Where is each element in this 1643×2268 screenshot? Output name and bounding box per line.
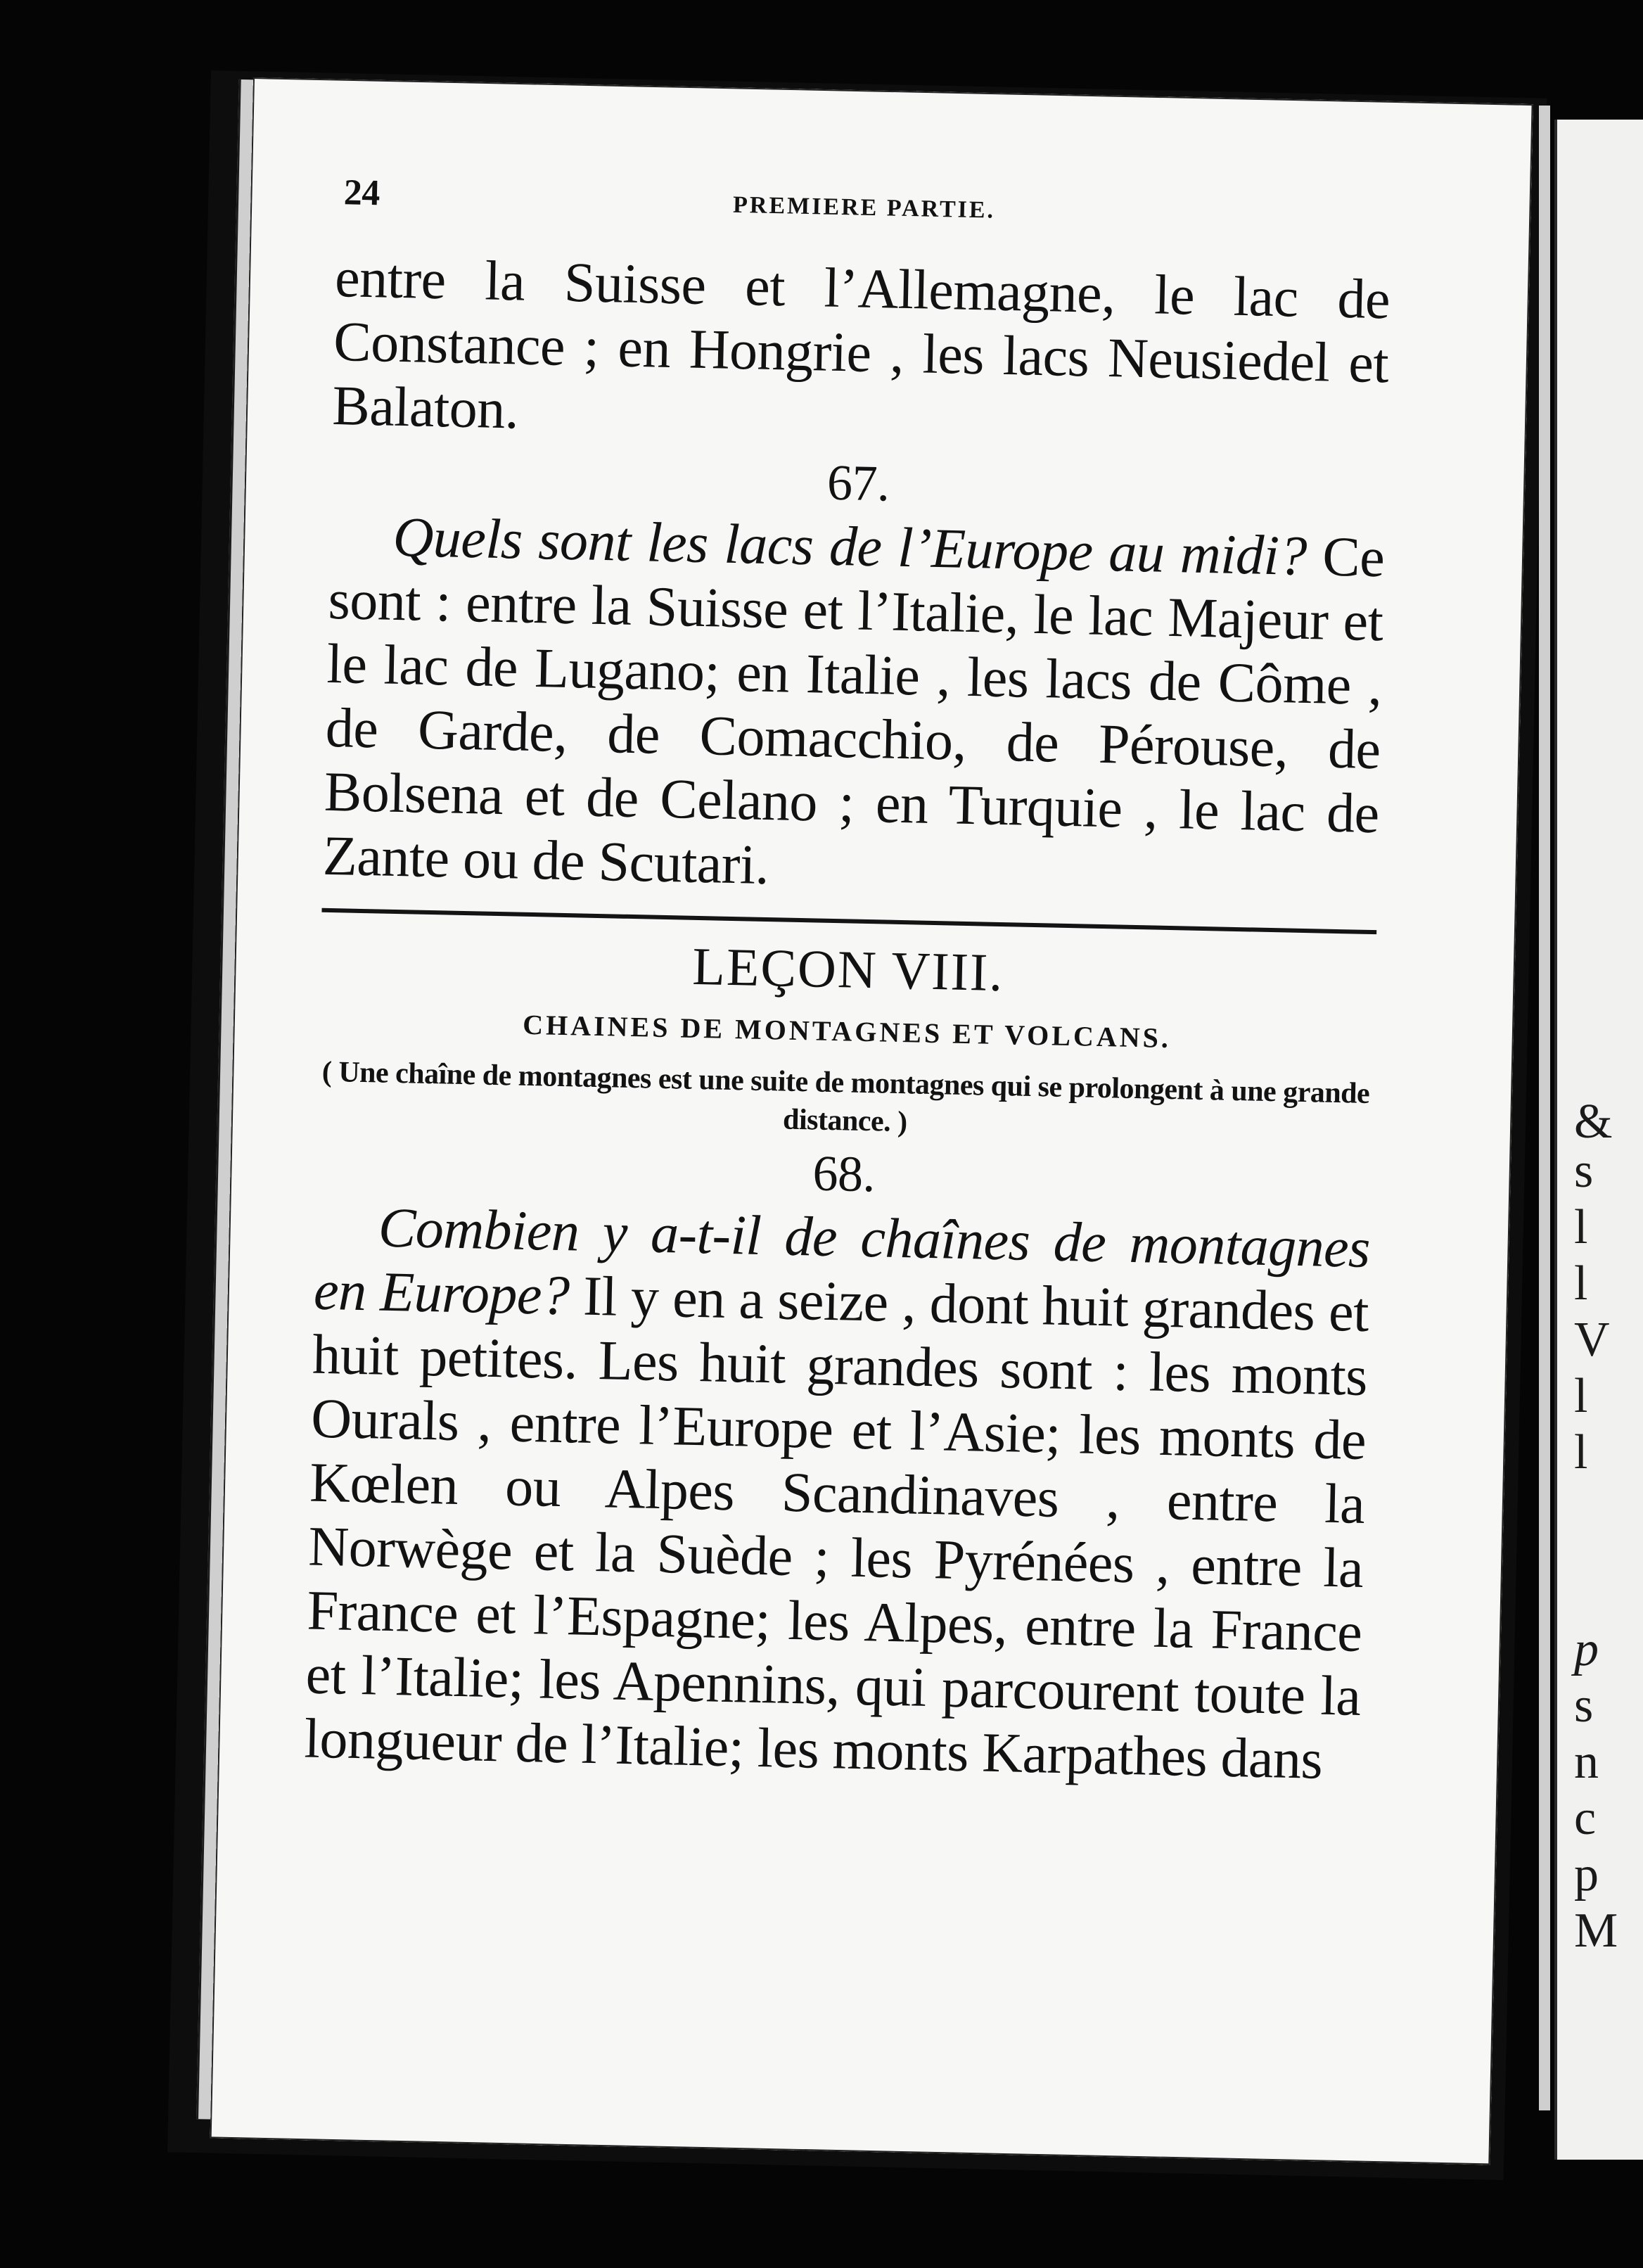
page-number: 24 [343, 172, 381, 214]
adjacent-page-fragment: c [1574, 1791, 1597, 1845]
page-text-block [304, 155, 1393, 1793]
question-number: 68. [812, 1145, 876, 1203]
question-number: 67. [826, 454, 890, 512]
adjacent-page-fragment: l [1574, 1425, 1588, 1479]
adjacent-page-fragment: & [1574, 1095, 1613, 1149]
answer-text: Il y en a seize , dont huit grandes et huit petites. Les huit grandes sont : les monts Ourals , entre l’Europe et l’Asie; les monts de Kœlen ou Alpes Scandinaves , entre la Norwège et la Suède ; les Pyrénées , entre la France et l’Espagne; les Alpes, entre la France et l’Italie; les Apennins, qui parcourent toute la longueur de l’Italie; les monts Karpathes dans [303, 1265, 1369, 1791]
adjacent-page [1554, 120, 1643, 2160]
answer-text: Ce sont : entre la Suisse et l’Italie, le lac Majeur et le lac de Lugano; en Italie , les lacs de Côme , de Garde, de Comacchio, de Pérouse, de Bolsena et de Celano ; en Turquie , le lac de Zante ou de Scutari. [322, 525, 1386, 897]
adjacent-page-fragment: l [1574, 1369, 1588, 1423]
gutter [1539, 106, 1550, 2110]
continued-paragraph: entre la Suisse et l’Allemagne, le lac de Constance ; en Hongrie , les lacs Neusiedel et Balaton. [331, 246, 1391, 441]
question-text: Quels sont les lacs de l’Europe au midi? [392, 506, 1308, 587]
adjacent-page-fragment: s [1574, 1678, 1594, 1733]
adjacent-page-fragment: s [1574, 1144, 1594, 1198]
adjacent-page-fragment: n [1574, 1735, 1599, 1789]
adjacent-page-fragment: p [1574, 1622, 1599, 1676]
question-answer [322, 504, 1385, 910]
running-title: PREMIERE PARTIE. [732, 191, 996, 224]
lesson-title: LEÇON VIII. [691, 936, 1005, 1003]
lesson-subtitle: CHAINES DE MONTAGNES ET VOLCANS. [522, 1008, 1172, 1055]
adjacent-page-fragment: p [1574, 1847, 1599, 1901]
adjacent-page-fragment: l [1574, 1256, 1588, 1311]
question-answer [304, 1195, 1371, 1793]
lesson-definition: ( Une chaîne de montagnes est une suite de montagnes qui se prolongent à une grande distance. ) [321, 1055, 1370, 1139]
question-text: Combien y a-t-il de chaînes de montagnes en Europe? [313, 1197, 1371, 1327]
adjacent-page-fragment: l [1574, 1200, 1588, 1254]
adjacent-page-fragment: M [1574, 1904, 1618, 1958]
adjacent-page-fragment: V [1574, 1313, 1610, 1367]
